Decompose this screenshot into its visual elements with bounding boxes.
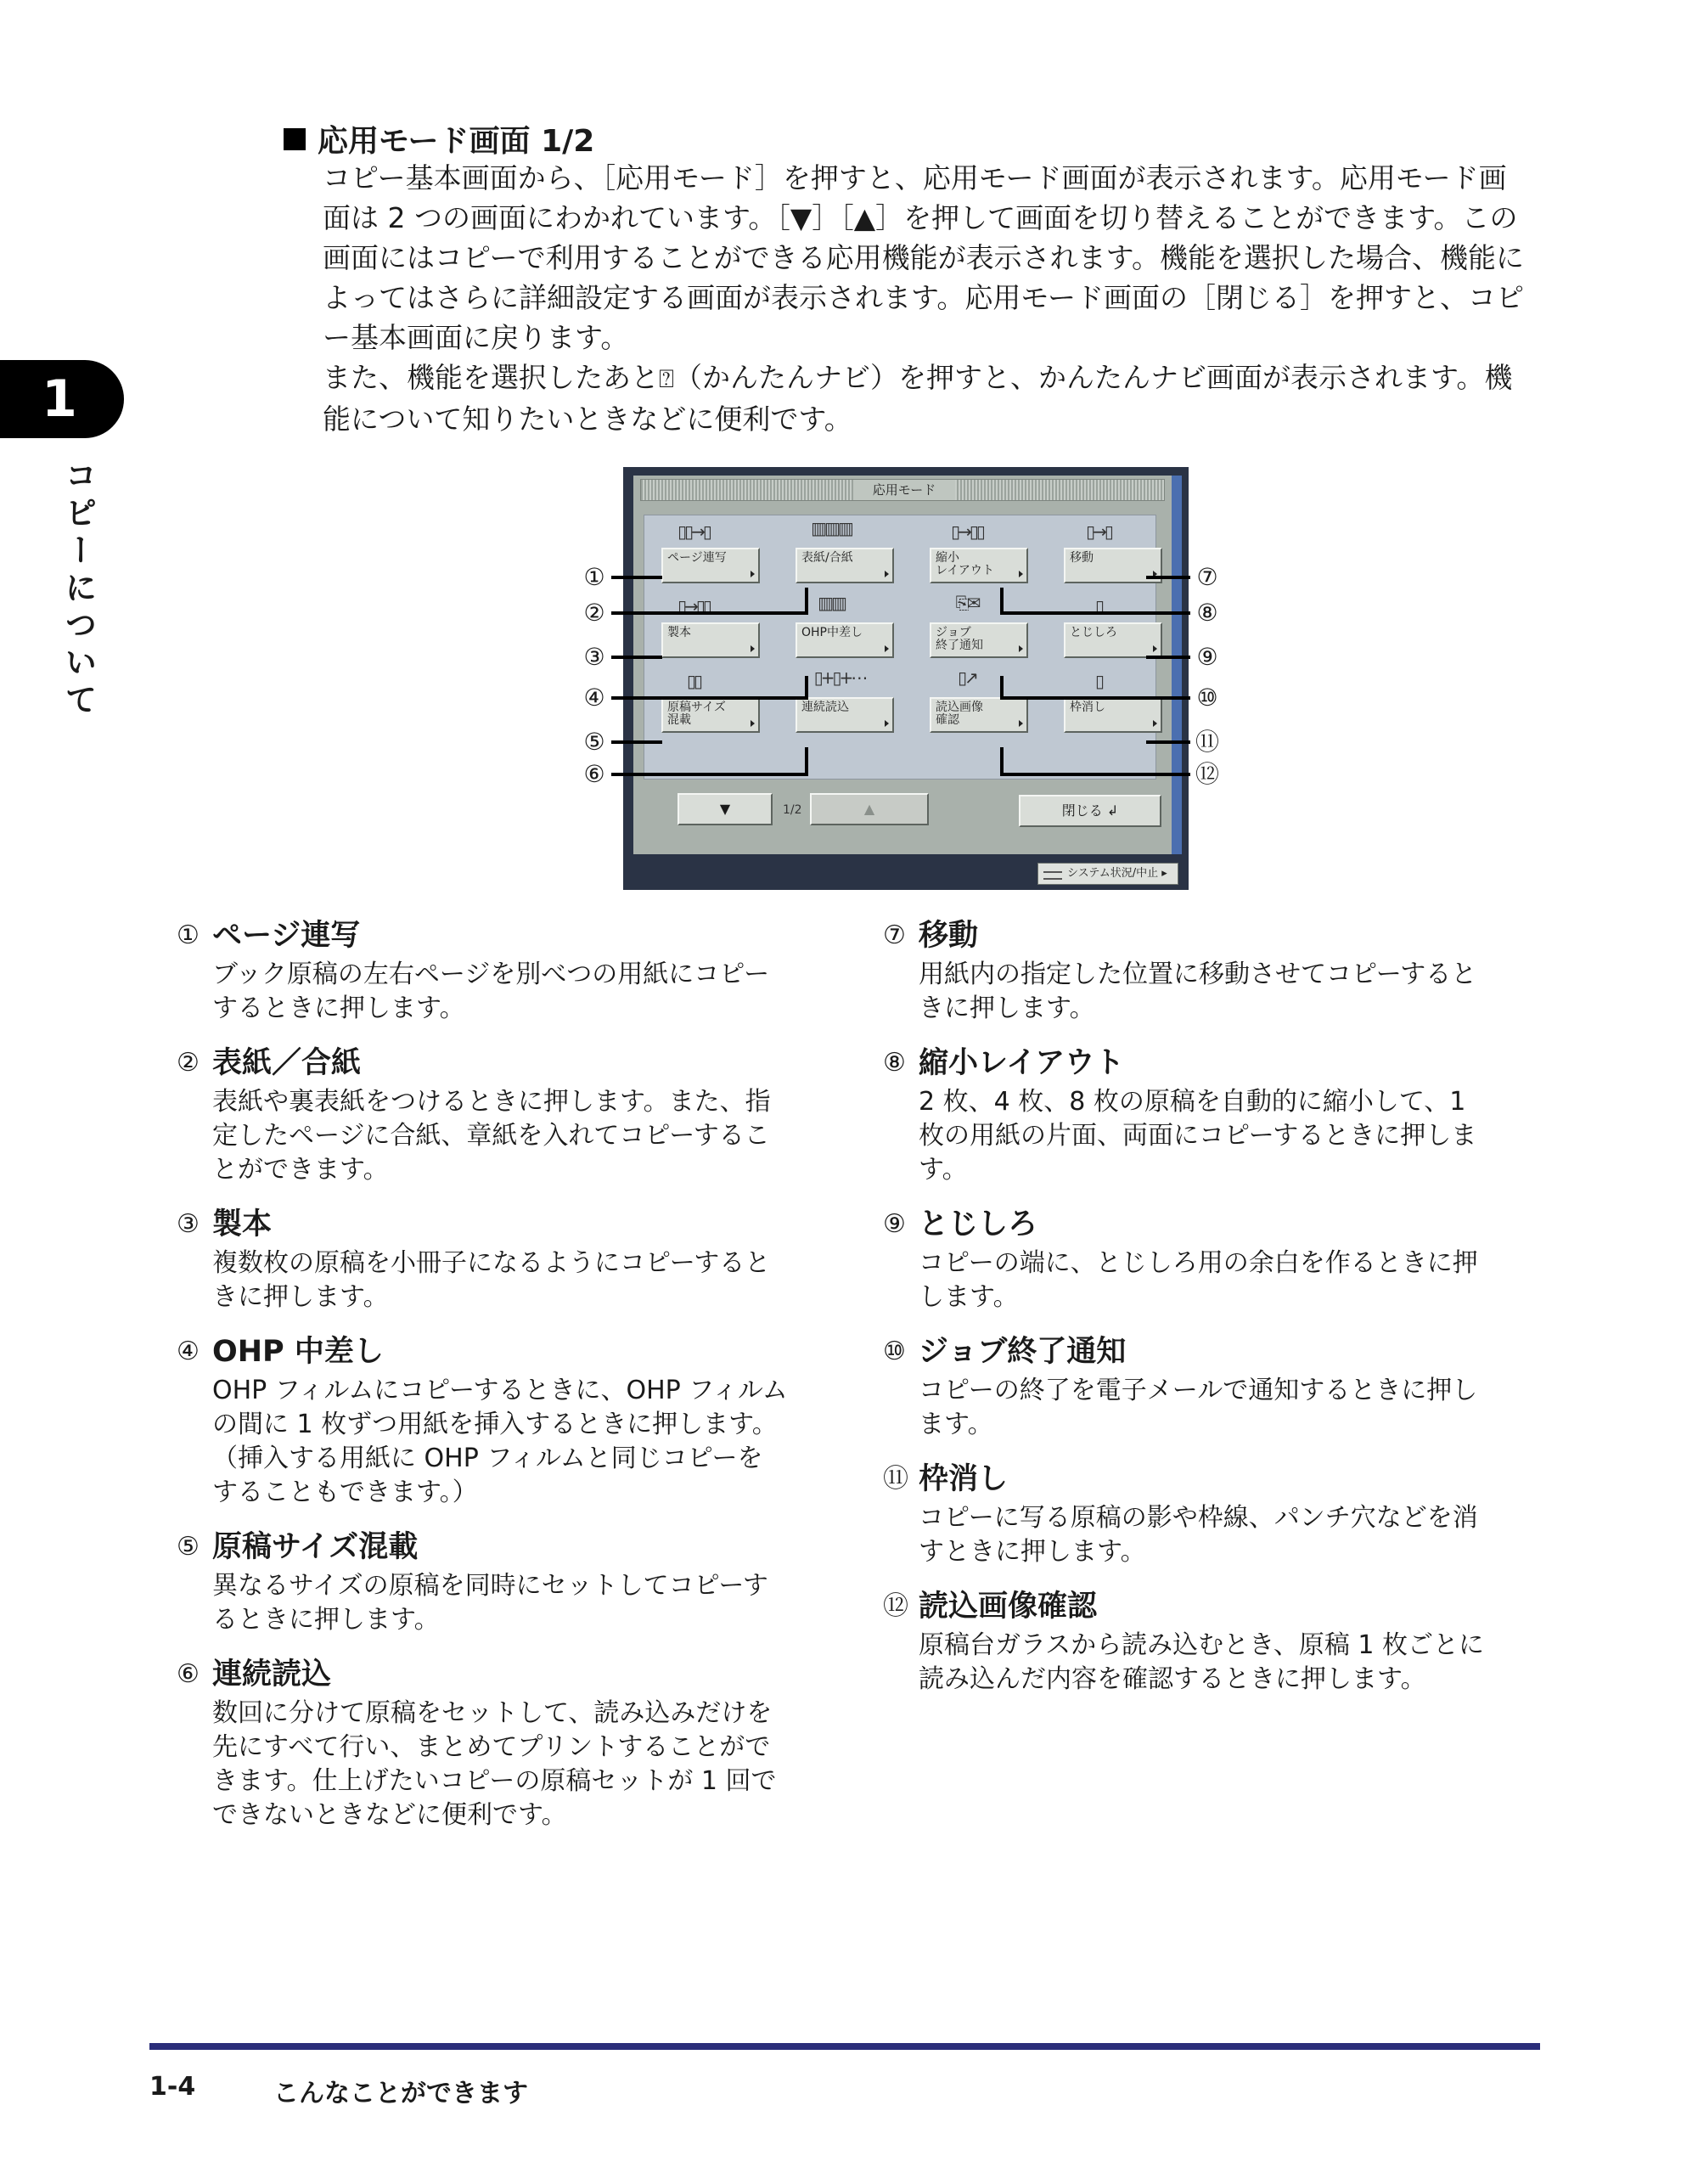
intro-paragraph: コピー基本画面から、［応用モード］を押すと、応用モード画面が表示されます。応用モード画面は 2 つの画面にわかれています。［▼］［▲］を押して画面を切り替えることができます。この画面にはコピーで利用することができる応用機能が表示されます。機能を選択した場合、機能によってはさらに詳細設定する画面が表示されます。応用モード画面の［閉じる］を押すと、コピー基本画面に戻ります。 bbox=[323, 161, 1525, 354]
descriptions-left bbox=[177, 917, 788, 1851]
desc-body: 用紙内の指定した位置に移動させてコピーするときに押します。 bbox=[919, 960, 1477, 1023]
desc-num: ⑤ bbox=[177, 1532, 200, 1562]
page-down-button[interactable]: ▼ bbox=[678, 793, 773, 825]
page-copy-button[interactable]: ページ連写 bbox=[661, 548, 760, 583]
screen-titlebar bbox=[640, 479, 1165, 501]
intro2-before: また、機能を選択したあと bbox=[323, 361, 659, 394]
footer-page-number: 1-4 bbox=[149, 2072, 196, 2102]
reduce-layout-icon: ▯→▯▯ bbox=[951, 521, 983, 542]
desc-num: ⑨ bbox=[883, 1209, 906, 1239]
desc-num: ③ bbox=[177, 1209, 200, 1239]
section-heading-text: 応用モード画面 1/2 bbox=[318, 124, 595, 159]
page-up-button[interactable]: ▲ bbox=[810, 793, 929, 825]
callout-number-9: ⑨ bbox=[1196, 643, 1218, 671]
desc-num: ⑪ bbox=[883, 1464, 908, 1494]
desc-body: 数回に分けて原稿をセットして、読み込みだけを先にすべて行い、まとめてプリントすることができます。仕上げたいコピーの原稿セットが 1 回でできないときなどに便利です。 bbox=[212, 1698, 777, 1830]
erase-frame-icon: ▯ bbox=[1094, 671, 1102, 691]
callout-number-8: ⑧ bbox=[1196, 599, 1218, 627]
chapter-number: 1 bbox=[42, 369, 77, 429]
callout-number-3: ③ bbox=[583, 643, 605, 671]
desc-body: OHP フィルムにコピーするときに、OHP フィルムの間に 1 枚ずつ用紙を挿入するときに押します。（挿入する用紙に OHP フィルムと同じコピーをすることもできます。） bbox=[212, 1376, 788, 1507]
transparency-icon: ▥▥ bbox=[818, 593, 845, 613]
intro2-after: （かんたんナビ）を押すと、かんたんナビ画面が表示されます。機能について知りたいときなどに便利です。 bbox=[323, 361, 1513, 436]
callout-number-12: ⑫ bbox=[1195, 760, 1219, 788]
desc-item bbox=[177, 917, 788, 1026]
desc-body: コピーの端に、とじしろ用の余白を作るときに押します。 bbox=[919, 1248, 1478, 1312]
desc-num: ① bbox=[177, 920, 200, 950]
desc-item bbox=[883, 1588, 1494, 1697]
desc-title: 移動 bbox=[919, 919, 979, 953]
close-button[interactable]: 閉じる ↲ bbox=[1019, 795, 1161, 827]
callout-number-10: ⑩ bbox=[1196, 684, 1218, 712]
desc-item bbox=[883, 1044, 1494, 1187]
reduce-layout-button[interactable]: 縮小 レイアウト bbox=[930, 548, 1028, 583]
desc-item bbox=[883, 1333, 1494, 1442]
desc-body: コピーに写る原稿の影や枠線、パンチ穴などを消すときに押します。 bbox=[919, 1503, 1478, 1567]
intro-paragraph-2 bbox=[323, 357, 1528, 439]
section-intro bbox=[323, 158, 1528, 439]
desc-title: ジョブ終了通知 bbox=[919, 1335, 1127, 1369]
desc-item bbox=[883, 917, 1494, 1026]
transparency-interleaf-button[interactable]: OHP中差し bbox=[796, 622, 894, 658]
footer-rule bbox=[149, 2043, 1540, 2050]
desc-item bbox=[883, 1206, 1494, 1314]
desc-body: 表紙や裏表紙をつけるときに押します。また、指定したページに合紙、章紙を入れてコピーすることができます。 bbox=[212, 1087, 771, 1185]
extended-mode-screen bbox=[623, 467, 1189, 890]
desc-item bbox=[177, 1044, 788, 1187]
booklet-icon: ▯→▯▯ bbox=[678, 596, 710, 616]
desc-title: 原稿サイズ混載 bbox=[212, 1530, 419, 1564]
scan-check-button[interactable]: 読込画像 確認 bbox=[930, 697, 1028, 733]
desc-body: ブック原稿の左右ページを別べつの用紙にコピーするときに押します。 bbox=[212, 960, 770, 1023]
square-bullet-icon bbox=[284, 128, 306, 150]
desc-num: ⑩ bbox=[883, 1337, 906, 1366]
desc-body: 異なるサイズの原稿を同時にセットしてコピーするときに押します。 bbox=[212, 1571, 768, 1635]
shift-icon: ▯→▯ bbox=[1086, 521, 1111, 542]
mixed-originals-button[interactable]: 原稿サイズ 混載 bbox=[661, 697, 760, 733]
cover-sheet-icon: ▥▥▥ bbox=[811, 518, 852, 538]
callout-number-5: ⑤ bbox=[583, 728, 605, 756]
desc-body: 複数枚の原稿を小冊子になるようにコピーするときに押します。 bbox=[212, 1248, 771, 1312]
desc-body: コピーの終了を電子メールで通知するときに押します。 bbox=[919, 1376, 1478, 1439]
job-build-button[interactable]: 連続読込 bbox=[796, 697, 894, 733]
binding-margin-button[interactable]: とじしろ bbox=[1064, 622, 1162, 658]
desc-title: 枠消し bbox=[919, 1462, 1009, 1496]
desc-num: ⑥ bbox=[177, 1659, 200, 1689]
scan-check-icon: ▯↗ bbox=[958, 667, 976, 688]
desc-item bbox=[177, 1333, 788, 1510]
descriptions-right bbox=[883, 917, 1494, 1715]
desc-num: ④ bbox=[177, 1337, 200, 1366]
cover-insert-button[interactable]: 表紙/合紙 bbox=[796, 548, 894, 583]
desc-title: 製本 bbox=[212, 1207, 273, 1241]
screen-body bbox=[633, 476, 1182, 854]
desc-title: 連続読込 bbox=[212, 1658, 332, 1691]
desc-title: とじしろ bbox=[919, 1207, 1038, 1241]
desc-title: ページ連写 bbox=[212, 919, 361, 953]
desc-title: 読込画像確認 bbox=[919, 1590, 1098, 1624]
screen-title: 応用モード bbox=[853, 480, 955, 500]
callout-number-11: ⑪ bbox=[1195, 728, 1219, 756]
desc-item bbox=[177, 1656, 788, 1832]
desc-item bbox=[177, 1206, 788, 1314]
desc-body: 2 枚、4 枚、8 枚の原稿を自動的に縮小して、1 枚の用紙の片面、両面にコピーするときに押します。 bbox=[919, 1087, 1477, 1185]
page-copy-icon: ▯▯→▯ bbox=[678, 521, 710, 542]
desc-num: ⑫ bbox=[883, 1591, 908, 1621]
desc-item bbox=[177, 1528, 788, 1637]
callout-number-1: ① bbox=[583, 563, 605, 591]
desc-title: 表紙／合紙 bbox=[212, 1046, 362, 1080]
chapter-title: コピーについて bbox=[59, 459, 97, 720]
section-heading bbox=[284, 117, 594, 160]
mixed-size-icon: ▯▯ bbox=[686, 671, 700, 691]
desc-num: ⑧ bbox=[883, 1048, 906, 1078]
callout-number-6: ⑥ bbox=[583, 760, 605, 788]
page-indicator: 1/2 bbox=[783, 803, 802, 817]
job-done-icon: ⎘✉ bbox=[955, 593, 979, 613]
footer-section-title: こんなことができます bbox=[273, 2079, 528, 2108]
desc-body: 原稿台ガラスから読み込むとき、原稿 1 枚ごとに読み込んだ内容を確認するときに押します。 bbox=[919, 1630, 1485, 1694]
system-status-button[interactable]: システム状況/中止 ▸ bbox=[1037, 863, 1178, 885]
function-panel bbox=[644, 515, 1156, 780]
erase-frame-button[interactable]: 枠消し bbox=[1064, 697, 1162, 733]
chapter-tab bbox=[0, 360, 124, 438]
desc-item bbox=[883, 1461, 1494, 1569]
desc-title: 縮小レイアウト bbox=[919, 1046, 1125, 1080]
desc-num: ② bbox=[177, 1048, 200, 1078]
shift-button[interactable]: 移動 bbox=[1064, 548, 1162, 583]
desc-title: OHP 中差し bbox=[212, 1335, 384, 1369]
job-build-icon: ▯+▯+⋯ bbox=[813, 667, 866, 688]
callout-number-7: ⑦ bbox=[1196, 563, 1218, 591]
binding-icon: ▯ bbox=[1094, 596, 1102, 616]
callout-number-4: ④ bbox=[583, 684, 605, 712]
booklet-button[interactable]: 製本 bbox=[661, 622, 760, 658]
desc-num: ⑦ bbox=[883, 920, 906, 950]
navi-help-icon: ⍰ bbox=[659, 364, 674, 394]
job-done-notice-button[interactable]: ジョブ 終了通知 bbox=[930, 622, 1028, 658]
callout-number-2: ② bbox=[583, 599, 605, 627]
